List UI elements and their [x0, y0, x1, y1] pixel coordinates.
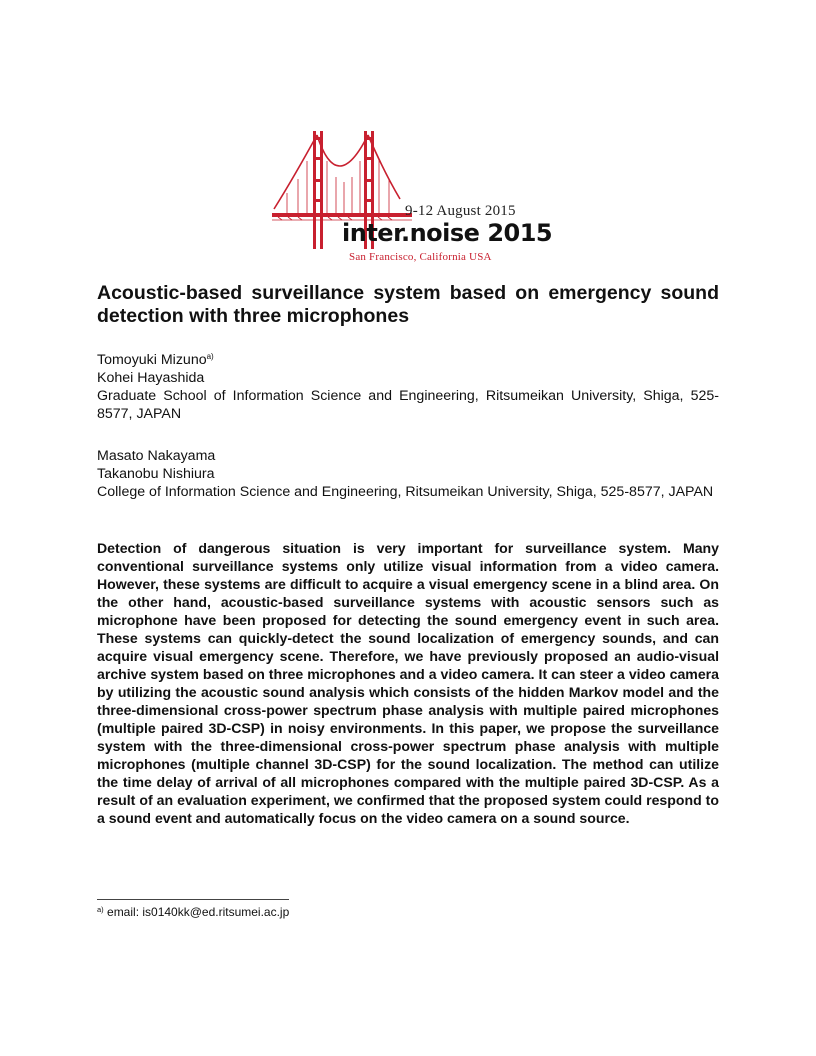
author-group: [97, 447, 719, 501]
footnote-mark: a): [97, 905, 104, 914]
author-group: [97, 351, 719, 423]
author-affiliation: College of Information Science and Engineering, Ritsumeikan University, Shiga, 525-8577, JAPAN: [97, 484, 714, 500]
conference-date: 9-12 August 2015: [405, 203, 516, 219]
author-name: Kohei Hayashida: [97, 370, 205, 386]
footnote-mark: a): [206, 352, 214, 361]
author-name: Masato Nakayama: [97, 448, 216, 464]
footnote: [97, 905, 289, 919]
author-affiliation: Graduate School of Information Science and Engineering, Ritsumeikan University, Shiga, 525-8577, JAPAN: [97, 388, 719, 422]
author-name: Takanobu Nishiura: [97, 466, 215, 482]
conference-location: San Francisco, California USA: [349, 251, 492, 263]
author-name: Tomoyuki Mizuno$^{a)}$: [97, 352, 214, 368]
conference-logo: [272, 127, 553, 267]
footnote-text: email: is0140kk@ed.ritsumei.ac.jp: [107, 905, 290, 919]
abstract: Detection of dangerous situation is very important for surveillance system. Many conventional surveillance systems only utilize visual information from a video camera. However, these systems are difficult to acquire a visual emergency scene in a blind area. On the other hand, acoustic-based surveillance systems with acoustic sensors such as microphone have been proposed for detecting the sound emergency event in such area. These systems can quickly-detect the sound localization of emergency sounds, and can acquire visual emergency scene. Therefore, we have previously proposed an audio-visual archive system based on three microphones and a video camera. It can steer a video camera by utilizing the acoustic sound analysis which consists of the hidden Markov model and the three-dimensional cross-power spectrum phase analysis with multiple paired microphones (multiple paired 3D-CSP) in noisy environments. In this paper, we propose the surveillance system with the three-dimensional cross-power spectrum phase analysis with multiple microphones (multiple channel 3D-CSP) for the sound localization. The method can utilize the time delay of arrival of all microphones compared with the multiple paired 3D-CSP. As a result of an evaluation experiment, we confirmed that the proposed system could respond to a sound event and automatically focus on the video camera on a sound source.: [97, 540, 719, 826]
conference-name: inter.noise 2015: [342, 219, 553, 247]
footnote-divider: [97, 899, 289, 900]
paper-title: Acoustic-based surveillance system based on emergency sound detection with three microphones: [97, 282, 719, 327]
